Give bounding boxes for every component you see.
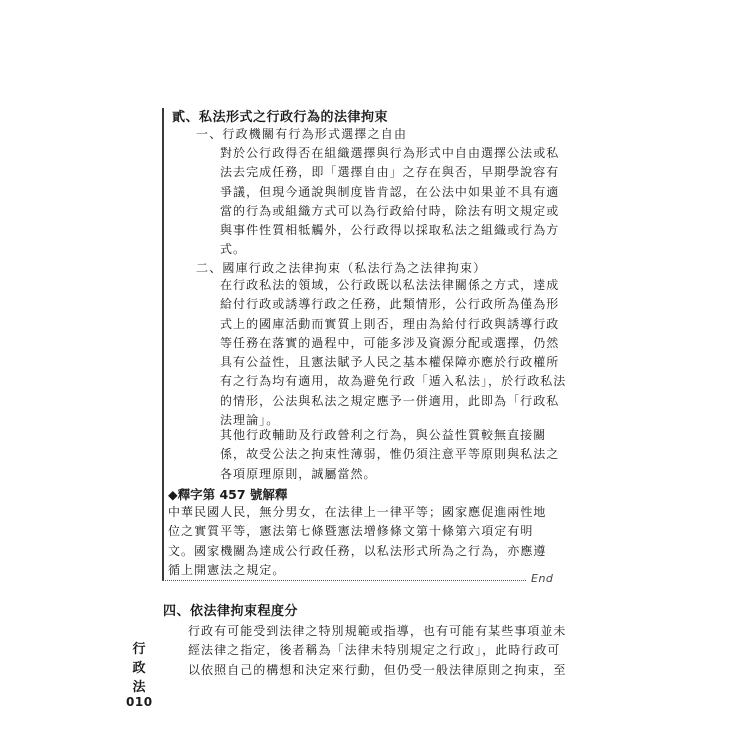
text-line: 對於公行政得否在組織選擇與行為形式中自由選擇公法或私	[220, 146, 560, 160]
text-line: 爭議，但現今通說與制度皆肯認，在公法中如果並不具有適	[220, 184, 560, 199]
page-number: 010	[126, 695, 153, 709]
text-line: 以依照自己的構想和決定來行動，但仍受一般法律原則之拘束，至	[188, 662, 567, 677]
section-4-title: 四、依法律拘束程度分	[163, 604, 299, 619]
margin-rule	[162, 108, 164, 581]
heading-main: 貳、私法形式之行政行為的法律拘束	[172, 110, 389, 125]
end-divider	[162, 580, 526, 581]
text-line: 其他行政輔助及行政營利之行為，與公益性質較無直接關	[220, 428, 547, 442]
running-head-char: 法	[132, 680, 146, 695]
text-line: 經法律之指定，後者稱為「法律未特別規定之行政」，此時行政可	[188, 643, 561, 658]
text-line: 循上開憲法之規定。	[168, 562, 286, 577]
subsection-1-title: 一、行政機關有行為形式選擇之自由	[196, 127, 408, 141]
running-head-char: 政	[132, 661, 146, 676]
text-line: 與事件性質相牴觸外，公行政得以採取私法之組織或行為方	[220, 223, 560, 238]
subsection-2-paragraph	[220, 276, 567, 430]
text-line: 當的行為或組織方式可以為行政給付時，除法有明文規定或	[220, 203, 560, 218]
end-marker: End	[531, 572, 554, 585]
text-line: 的情形，公法與私法之規定應予一併適用，此即為「行政私	[220, 393, 560, 408]
text-line: 法去完成任務，即「選擇自由」之存在與否，早期學說容有	[220, 165, 560, 180]
text-line: 位之實質平等，憲法第七條暨憲法增修條文第十條第六項定有明	[168, 524, 534, 539]
text-line: 有之行為均有適用，故為避免行政「遁入私法」，於行政私法	[220, 374, 567, 389]
interpretation-title: ◆釋字第 457 號解釋	[168, 487, 288, 502]
text-line: 文。國家機關為達成公行政任務，以私法形式所為之行為，亦應遵	[168, 543, 547, 558]
text-line: 法理論」。	[220, 413, 280, 428]
running-head	[132, 640, 146, 697]
text-line: 式。	[220, 242, 247, 257]
subsection-1-paragraph	[220, 144, 560, 260]
text-line: 各項原理原則，誠屬當然。	[220, 466, 377, 481]
text-line: 具有公益性，且憲法賦予人民之基本權保障亦應於行政權所	[220, 355, 560, 370]
text-line: 等任務在落實的過程中，可能多涉及資源分配或選擇，仍然	[220, 335, 560, 350]
interpretation-paragraph	[168, 503, 560, 580]
text-line: 中華民國人民，無分男女，在法律上一律平等；國家應促進兩性地	[168, 505, 547, 519]
subsection-2-title: 二、國庫行政之法律拘束（私法行為之法律拘束）	[196, 261, 487, 275]
text-line: 係，故受公法之拘束性薄弱，惟仍須注意平等原則與私法之	[220, 447, 560, 462]
text-line: 給付行政或誘導行政之任務，此類情形，公行政所為僅為形	[220, 297, 560, 312]
section-4-paragraph	[188, 622, 567, 680]
running-head-char: 行	[132, 642, 146, 657]
text-line: 行政有可能受到法律之特別規範或指導，也有可能有某些事項並未	[188, 624, 567, 638]
text-line: 式上的國庫活動而實質上則否，理由為給付行政與誘導行政	[220, 316, 560, 331]
text-line: 在行政私法的領域，公行政既以私法法律關係之方式，達成	[220, 278, 560, 292]
subsection-2-paragraph-2	[220, 426, 560, 484]
